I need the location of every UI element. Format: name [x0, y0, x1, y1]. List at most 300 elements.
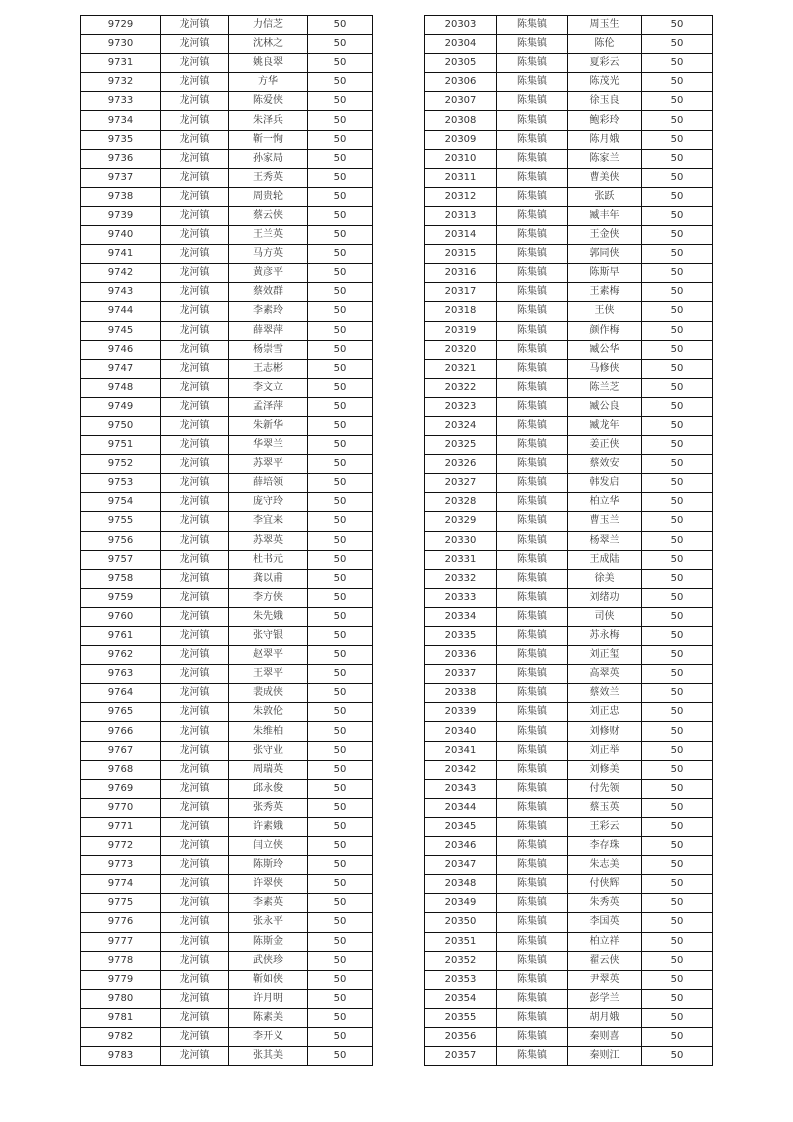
town-cell: 陈集镇	[497, 932, 568, 951]
amount-cell: 50	[642, 722, 713, 741]
table-row	[425, 378, 713, 397]
serial-number-cell: 9739	[81, 206, 161, 225]
amount-cell: 50	[642, 760, 713, 779]
table-row	[425, 875, 713, 894]
serial-number-cell: 9755	[81, 512, 161, 531]
serial-number-cell: 9736	[81, 149, 161, 168]
table-row	[81, 703, 373, 722]
name-cell: 司侠	[568, 607, 642, 626]
town-cell: 龙河镇	[161, 627, 229, 646]
town-cell: 陈集镇	[497, 397, 568, 416]
amount-cell: 50	[308, 226, 373, 245]
serial-number-cell: 9759	[81, 588, 161, 607]
amount-cell: 50	[308, 741, 373, 760]
name-cell: 徐玉良	[568, 92, 642, 111]
serial-number-cell: 9753	[81, 474, 161, 493]
table-row	[425, 817, 713, 836]
town-cell: 陈集镇	[497, 92, 568, 111]
table-row	[81, 187, 373, 206]
amount-cell: 50	[308, 187, 373, 206]
amount-cell: 50	[308, 588, 373, 607]
amount-cell: 50	[308, 245, 373, 264]
name-cell: 刘正举	[568, 741, 642, 760]
name-cell: 王侠	[568, 302, 642, 321]
town-cell: 陈集镇	[497, 245, 568, 264]
amount-cell: 50	[308, 321, 373, 340]
amount-cell: 50	[308, 970, 373, 989]
amount-cell: 50	[642, 321, 713, 340]
amount-cell: 50	[308, 35, 373, 54]
table-row	[81, 665, 373, 684]
amount-cell: 50	[308, 989, 373, 1008]
town-cell: 龙河镇	[161, 359, 229, 378]
town-cell: 龙河镇	[161, 474, 229, 493]
amount-cell: 50	[308, 665, 373, 684]
amount-cell: 50	[642, 206, 713, 225]
amount-cell: 50	[308, 1047, 373, 1066]
serial-number-cell: 20327	[425, 474, 497, 493]
town-cell: 陈集镇	[497, 416, 568, 435]
serial-number-cell: 9780	[81, 989, 161, 1008]
table-row	[425, 493, 713, 512]
town-cell: 陈集镇	[497, 474, 568, 493]
serial-number-cell: 9782	[81, 1027, 161, 1046]
serial-number-cell: 9777	[81, 932, 161, 951]
serial-number-cell: 9749	[81, 397, 161, 416]
name-cell: 李国英	[568, 913, 642, 932]
amount-cell: 50	[308, 837, 373, 856]
serial-number-cell: 20333	[425, 588, 497, 607]
serial-number-cell: 20343	[425, 779, 497, 798]
amount-cell: 50	[642, 397, 713, 416]
amount-cell: 50	[308, 493, 373, 512]
table-row	[81, 397, 373, 416]
town-cell: 陈集镇	[497, 837, 568, 856]
amount-cell: 50	[642, 493, 713, 512]
table-row	[425, 646, 713, 665]
table-row	[425, 1047, 713, 1066]
town-cell: 龙河镇	[161, 856, 229, 875]
table-row	[81, 531, 373, 550]
name-cell: 闫立侠	[229, 837, 308, 856]
name-cell: 臧公良	[568, 397, 642, 416]
name-cell: 武侠珍	[229, 951, 308, 970]
town-cell: 陈集镇	[497, 970, 568, 989]
town-cell: 陈集镇	[497, 703, 568, 722]
table-row	[81, 130, 373, 149]
amount-cell: 50	[642, 913, 713, 932]
table-row	[425, 436, 713, 455]
table-row	[81, 111, 373, 130]
amount-cell: 50	[308, 149, 373, 168]
amount-cell: 50	[642, 1008, 713, 1027]
town-cell: 龙河镇	[161, 340, 229, 359]
serial-number-cell: 20348	[425, 875, 497, 894]
serial-number-cell: 9733	[81, 92, 161, 111]
table-row	[425, 1027, 713, 1046]
serial-number-cell: 20321	[425, 359, 497, 378]
town-cell: 陈集镇	[497, 1008, 568, 1027]
name-cell: 王素梅	[568, 283, 642, 302]
serial-number-cell: 20330	[425, 531, 497, 550]
name-cell: 尹翠英	[568, 970, 642, 989]
name-cell: 秦则江	[568, 1047, 642, 1066]
table-row	[81, 474, 373, 493]
amount-cell: 50	[642, 588, 713, 607]
name-cell: 张跃	[568, 187, 642, 206]
table-row	[81, 588, 373, 607]
town-cell: 陈集镇	[497, 607, 568, 626]
table-row	[425, 970, 713, 989]
serial-number-cell: 9757	[81, 550, 161, 569]
name-cell: 李开义	[229, 1027, 308, 1046]
amount-cell: 50	[308, 684, 373, 703]
table-row	[81, 340, 373, 359]
amount-cell: 50	[308, 856, 373, 875]
name-cell: 李素玲	[229, 302, 308, 321]
amount-cell: 50	[308, 1027, 373, 1046]
serial-number-cell: 9765	[81, 703, 161, 722]
name-cell: 朱新华	[229, 416, 308, 435]
town-cell: 陈集镇	[497, 856, 568, 875]
serial-number-cell: 9751	[81, 436, 161, 455]
town-cell: 陈集镇	[497, 550, 568, 569]
amount-cell: 50	[642, 703, 713, 722]
table-row	[425, 321, 713, 340]
town-cell: 陈集镇	[497, 531, 568, 550]
amount-cell: 50	[308, 779, 373, 798]
amount-cell: 50	[642, 531, 713, 550]
town-cell: 陈集镇	[497, 875, 568, 894]
name-cell: 张其美	[229, 1047, 308, 1066]
table-row	[425, 588, 713, 607]
town-cell: 陈集镇	[497, 283, 568, 302]
town-cell: 陈集镇	[497, 951, 568, 970]
name-cell: 李存珠	[568, 837, 642, 856]
serial-number-cell: 20351	[425, 932, 497, 951]
town-cell: 龙河镇	[161, 378, 229, 397]
town-cell: 陈集镇	[497, 226, 568, 245]
amount-cell: 50	[308, 646, 373, 665]
amount-cell: 50	[642, 894, 713, 913]
serial-number-cell: 9740	[81, 226, 161, 245]
town-cell: 龙河镇	[161, 493, 229, 512]
table-row	[425, 73, 713, 92]
amount-cell: 50	[308, 607, 373, 626]
table-row	[425, 92, 713, 111]
name-cell: 周贵轮	[229, 187, 308, 206]
amount-cell: 50	[642, 149, 713, 168]
town-cell: 陈集镇	[497, 378, 568, 397]
town-cell: 陈集镇	[497, 588, 568, 607]
town-cell: 陈集镇	[497, 817, 568, 836]
town-cell: 陈集镇	[497, 436, 568, 455]
town-cell: 龙河镇	[161, 111, 229, 130]
serial-number-cell: 20322	[425, 378, 497, 397]
amount-cell: 50	[308, 627, 373, 646]
serial-number-cell: 9747	[81, 359, 161, 378]
name-cell: 张永平	[229, 913, 308, 932]
name-cell: 李宜来	[229, 512, 308, 531]
name-cell: 薛培领	[229, 474, 308, 493]
name-cell: 杨崇雪	[229, 340, 308, 359]
town-cell: 陈集镇	[497, 989, 568, 1008]
name-cell: 臧公华	[568, 340, 642, 359]
serial-number-cell: 20335	[425, 627, 497, 646]
amount-cell: 50	[308, 130, 373, 149]
town-cell: 龙河镇	[161, 245, 229, 264]
table-row	[425, 340, 713, 359]
table-row	[425, 130, 713, 149]
amount-cell: 50	[642, 779, 713, 798]
town-cell: 龙河镇	[161, 436, 229, 455]
amount-cell: 50	[642, 54, 713, 73]
name-cell: 苏永梅	[568, 627, 642, 646]
name-cell: 刘修美	[568, 760, 642, 779]
table-row	[425, 760, 713, 779]
table-row	[81, 512, 373, 531]
amount-cell: 50	[642, 436, 713, 455]
amount-cell: 50	[642, 92, 713, 111]
serial-number-cell: 20309	[425, 130, 497, 149]
serial-number-cell: 20310	[425, 149, 497, 168]
town-cell: 龙河镇	[161, 837, 229, 856]
town-cell: 龙河镇	[161, 913, 229, 932]
amount-cell: 50	[308, 817, 373, 836]
name-cell: 靳如侠	[229, 970, 308, 989]
amount-cell: 50	[642, 130, 713, 149]
town-cell: 陈集镇	[497, 455, 568, 474]
town-cell: 陈集镇	[497, 54, 568, 73]
table-row	[425, 837, 713, 856]
name-cell: 颜作梅	[568, 321, 642, 340]
table-row	[81, 73, 373, 92]
name-cell: 陈月娥	[568, 130, 642, 149]
serial-number-cell: 9773	[81, 856, 161, 875]
table-row	[81, 722, 373, 741]
table-row	[81, 264, 373, 283]
table-row	[81, 54, 373, 73]
town-cell: 陈集镇	[497, 779, 568, 798]
name-cell: 郭同侠	[568, 245, 642, 264]
town-cell: 龙河镇	[161, 416, 229, 435]
table-row	[425, 951, 713, 970]
serial-number-cell: 9779	[81, 970, 161, 989]
name-cell: 许素娥	[229, 817, 308, 836]
amount-cell: 50	[642, 817, 713, 836]
amount-cell: 50	[308, 722, 373, 741]
name-cell: 许月明	[229, 989, 308, 1008]
table-row	[425, 206, 713, 225]
serial-number-cell: 9758	[81, 569, 161, 588]
name-cell: 刘绪功	[568, 588, 642, 607]
table-row	[425, 741, 713, 760]
town-cell: 陈集镇	[497, 302, 568, 321]
amount-cell: 50	[308, 951, 373, 970]
right-roster-table	[424, 15, 713, 1066]
serial-number-cell: 9746	[81, 340, 161, 359]
table-row	[81, 894, 373, 913]
name-cell: 周瑞英	[229, 760, 308, 779]
serial-number-cell: 20317	[425, 283, 497, 302]
serial-number-cell: 9776	[81, 913, 161, 932]
amount-cell: 50	[642, 455, 713, 474]
name-cell: 刘正玺	[568, 646, 642, 665]
amount-cell: 50	[308, 54, 373, 73]
table-row	[425, 397, 713, 416]
name-cell: 刘正忠	[568, 703, 642, 722]
serial-number-cell: 20354	[425, 989, 497, 1008]
table-row	[81, 149, 373, 168]
name-cell: 陈爱侠	[229, 92, 308, 111]
town-cell: 龙河镇	[161, 1047, 229, 1066]
town-cell: 龙河镇	[161, 283, 229, 302]
table-row	[425, 245, 713, 264]
town-cell: 龙河镇	[161, 665, 229, 684]
name-cell: 王兰英	[229, 226, 308, 245]
serial-number-cell: 20318	[425, 302, 497, 321]
town-cell: 龙河镇	[161, 550, 229, 569]
table-row	[81, 798, 373, 817]
table-row	[81, 168, 373, 187]
table-row	[81, 989, 373, 1008]
town-cell: 龙河镇	[161, 35, 229, 54]
amount-cell: 50	[642, 187, 713, 206]
amount-cell: 50	[308, 531, 373, 550]
town-cell: 龙河镇	[161, 168, 229, 187]
table-row	[81, 416, 373, 435]
serial-number-cell: 9735	[81, 130, 161, 149]
serial-number-cell: 20337	[425, 665, 497, 684]
serial-number-cell: 20323	[425, 397, 497, 416]
name-cell: 朱维柏	[229, 722, 308, 741]
name-cell: 朱秀英	[568, 894, 642, 913]
serial-number-cell: 9761	[81, 627, 161, 646]
table-row	[425, 550, 713, 569]
serial-number-cell: 9731	[81, 54, 161, 73]
town-cell: 龙河镇	[161, 264, 229, 283]
serial-number-cell: 9764	[81, 684, 161, 703]
serial-number-cell: 9742	[81, 264, 161, 283]
serial-number-cell: 9760	[81, 607, 161, 626]
name-cell: 沈林之	[229, 35, 308, 54]
town-cell: 陈集镇	[497, 512, 568, 531]
amount-cell: 50	[308, 512, 373, 531]
amount-cell: 50	[642, 245, 713, 264]
name-cell: 蔡玉英	[568, 798, 642, 817]
table-row	[81, 684, 373, 703]
amount-cell: 50	[642, 837, 713, 856]
name-cell: 陈家兰	[568, 149, 642, 168]
serial-number-cell: 20325	[425, 436, 497, 455]
amount-cell: 50	[308, 703, 373, 722]
name-cell: 力信芝	[229, 16, 308, 35]
serial-number-cell: 20344	[425, 798, 497, 817]
table-row	[81, 932, 373, 951]
serial-number-cell: 20324	[425, 416, 497, 435]
name-cell: 彭学兰	[568, 989, 642, 1008]
amount-cell: 50	[308, 455, 373, 474]
name-cell: 胡月娥	[568, 1008, 642, 1027]
name-cell: 臧丰年	[568, 206, 642, 225]
serial-number-cell: 9769	[81, 779, 161, 798]
table-row	[425, 264, 713, 283]
town-cell: 龙河镇	[161, 779, 229, 798]
serial-number-cell: 20329	[425, 512, 497, 531]
serial-number-cell: 9745	[81, 321, 161, 340]
table-row	[425, 779, 713, 798]
serial-number-cell: 9767	[81, 741, 161, 760]
amount-cell: 50	[642, 340, 713, 359]
name-cell: 王翠平	[229, 665, 308, 684]
table-row	[81, 455, 373, 474]
serial-number-cell: 20347	[425, 856, 497, 875]
serial-number-cell: 9781	[81, 1008, 161, 1027]
town-cell: 陈集镇	[497, 493, 568, 512]
table-row	[81, 1008, 373, 1027]
name-cell: 张守业	[229, 741, 308, 760]
serial-number-cell: 20316	[425, 264, 497, 283]
amount-cell: 50	[308, 168, 373, 187]
name-cell: 马方英	[229, 245, 308, 264]
name-cell: 陈斯早	[568, 264, 642, 283]
name-cell: 王彩云	[568, 817, 642, 836]
table-row	[425, 665, 713, 684]
serial-number-cell: 20345	[425, 817, 497, 836]
town-cell: 陈集镇	[497, 16, 568, 35]
amount-cell: 50	[308, 569, 373, 588]
table-row	[425, 722, 713, 741]
table-row	[425, 856, 713, 875]
table-row	[425, 913, 713, 932]
name-cell: 孙家局	[229, 149, 308, 168]
serial-number-cell: 20308	[425, 111, 497, 130]
table-row	[81, 378, 373, 397]
amount-cell: 50	[642, 646, 713, 665]
name-cell: 李素英	[229, 894, 308, 913]
amount-cell: 50	[642, 569, 713, 588]
amount-cell: 50	[308, 16, 373, 35]
town-cell: 龙河镇	[161, 646, 229, 665]
table-row	[81, 913, 373, 932]
town-cell: 陈集镇	[497, 1027, 568, 1046]
table-row	[425, 359, 713, 378]
town-cell: 龙河镇	[161, 569, 229, 588]
serial-number-cell: 9744	[81, 302, 161, 321]
name-cell: 韩发启	[568, 474, 642, 493]
serial-number-cell: 9756	[81, 531, 161, 550]
name-cell: 许翠侠	[229, 875, 308, 894]
table-row	[81, 646, 373, 665]
serial-number-cell: 20339	[425, 703, 497, 722]
name-cell: 周玉生	[568, 16, 642, 35]
amount-cell: 50	[308, 111, 373, 130]
amount-cell: 50	[308, 913, 373, 932]
town-cell: 陈集镇	[497, 149, 568, 168]
serial-number-cell: 20315	[425, 245, 497, 264]
table-row	[81, 607, 373, 626]
name-cell: 付侠辉	[568, 875, 642, 894]
serial-number-cell: 9771	[81, 817, 161, 836]
name-cell: 臧龙年	[568, 416, 642, 435]
table-row	[81, 92, 373, 111]
name-cell: 苏翠英	[229, 531, 308, 550]
table-row	[425, 798, 713, 817]
table-row	[425, 302, 713, 321]
amount-cell: 50	[308, 894, 373, 913]
town-cell: 龙河镇	[161, 321, 229, 340]
town-cell: 陈集镇	[497, 760, 568, 779]
